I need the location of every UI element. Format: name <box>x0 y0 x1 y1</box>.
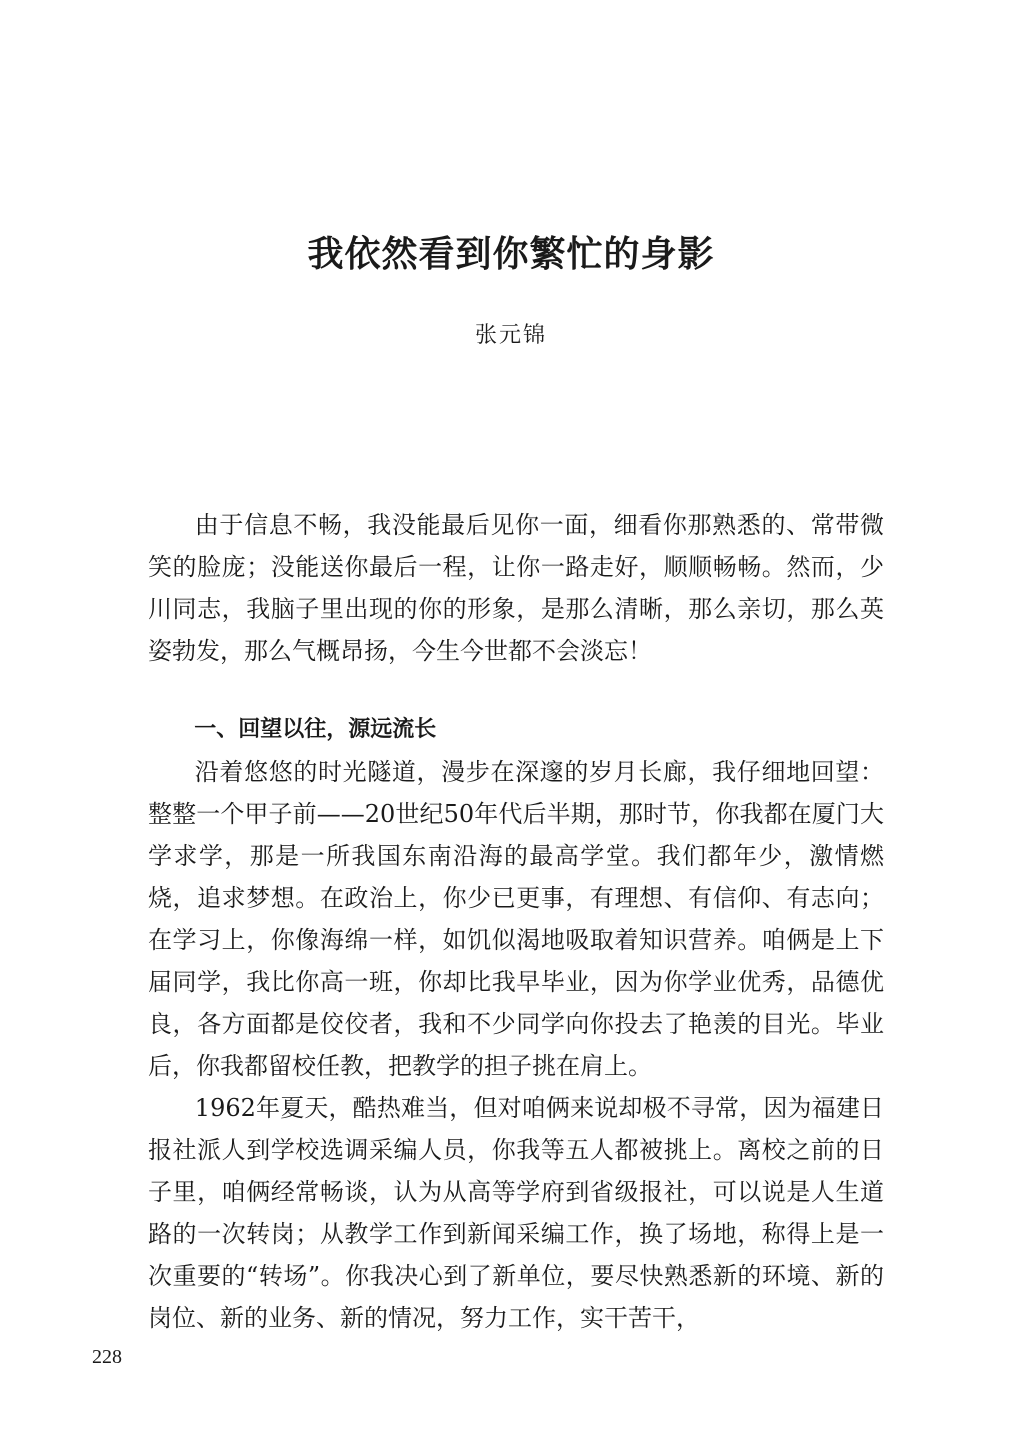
section-heading: 一、回望以往，源远流长 <box>194 717 437 742</box>
section-paragraph: 沿着悠悠的时光隧道，漫步在深邃的岁月长廊，我仔细地回望：整整一个甲子前——20世纪50年代后半期，那时节，你我都在厦门大学求学，那是一所我国东南沿海的最高学堂。我们都年少，激情燃烧，追求梦想。在政治上，你少已更事，有理想、有信仰、有志向；在学习上，你像海绵一样，如饥似渴地吸取着知识营养。咱俩是上下届同学，我比你高一班，你却比我早毕业，因为你学业优秀，品德优良，各方面都是佼佼者，我和不少同学向你投去了艳羡的目光。毕业后，你我都留校任教，把教学的担子挑在肩上。 <box>148 758 884 1080</box>
author-name: 张元锦 <box>474 323 547 348</box>
article-title: 我依然看到你繁忙的身影 <box>307 233 715 275</box>
section-paragraph: 1962年夏天，酷热难当，但对咱俩来说却极不寻常，因为福建日报社派人到学校选调采编人员，你我等五人都被挑上。离校之前的日子里，咱俩经常畅谈，认为从高等学府到省级报社，可以说是人生道路的一次转岗；从教学工作到新闻采编工作，换了场地，称得上是一次重要的“转场”。你我决心到了新单位，要尽快熟悉新的环境、新的岗位、新的业务、新的情况，努力工作，实干苦干， <box>148 1094 884 1332</box>
intro-section <box>148 504 884 672</box>
section-1 <box>148 709 884 1339</box>
intro-paragraph: 由于信息不畅，我没能最后见你一面，细看你那熟悉的、常带微笑的脸庞；没能送你最后一程，让你一路走好，顺顺畅畅。然而，少川同志，我脑子里出现的你的形象，是那么清晰，那么亲切，那么英姿勃发，那么气概昂扬，今生今世都不会淡忘！ <box>148 511 884 665</box>
page-number: 228 <box>92 1346 122 1368</box>
